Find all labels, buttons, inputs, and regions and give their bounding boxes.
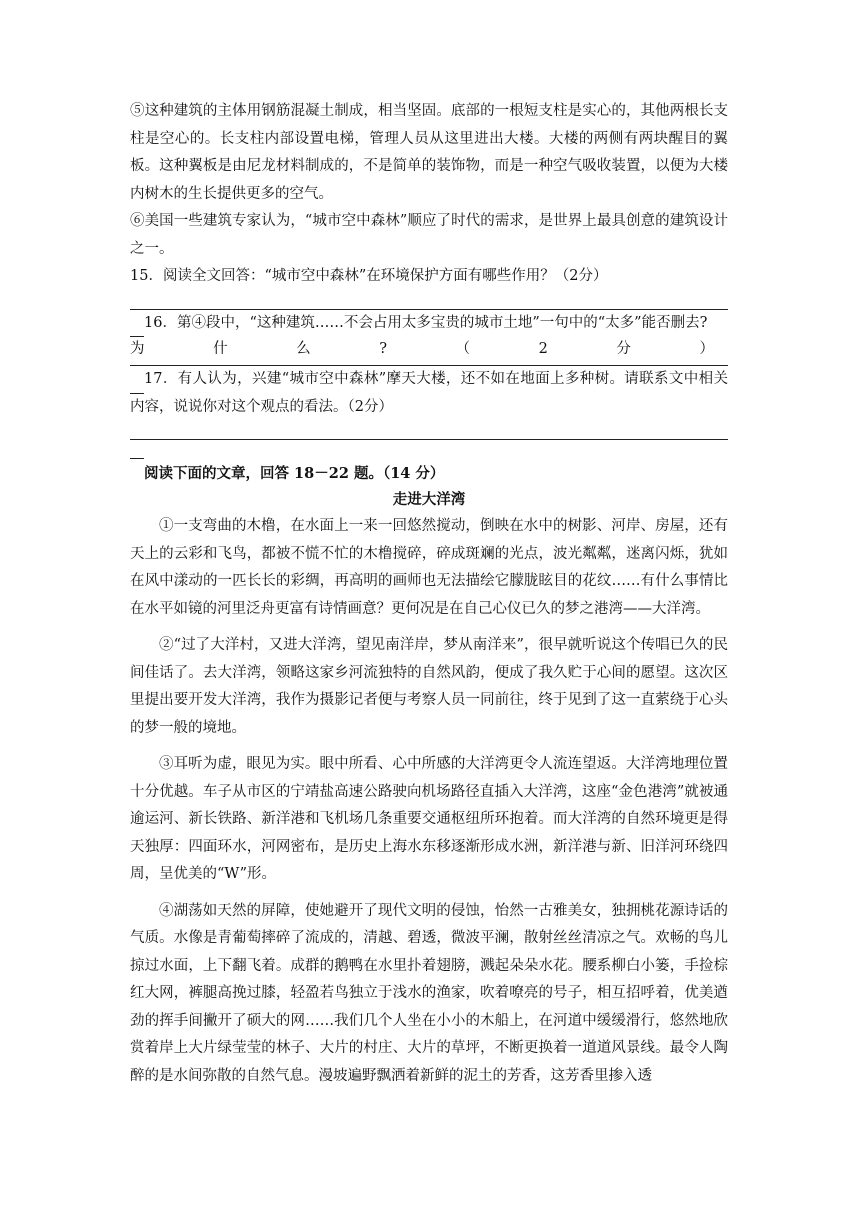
article-para-1: ①一支弯曲的木橹，在水面上一来一回悠然搅动，倒映在水中的树影、河岸、房屋，还有天上的云彩和飞鸟，都被不慌不忙的木橹搅碎，碎成斑斓的光点，波光粼粼，迷离闪烁，犹如在风中漾动的一匹长长的彩绸，再高明的画师也无法描绘它朦胧眩目的花纹……有什么事情比在水平如镜的河里泛舟更富有诗情画意？更何况是在自己心仪已久的梦之港湾——大洋湾。 xyxy=(130,518,728,617)
answer-line-17[interactable] xyxy=(130,421,728,440)
question-15: 15．阅读全文回答：“城市空中森林”在环境保护方面有哪些作用？（2分） xyxy=(130,268,608,284)
q16-char: 为 xyxy=(130,341,145,357)
answer-line-stub xyxy=(130,322,144,337)
q16-char: 2 xyxy=(538,341,548,357)
q16-char: ） xyxy=(699,341,714,357)
answer-line-15[interactable] xyxy=(130,291,728,310)
answer-line-stub xyxy=(130,379,144,394)
section-heading: 阅读下面的文章，回答 18－22 题。（14 分） xyxy=(144,465,445,482)
article-title: 走进大洋湾 xyxy=(392,491,466,508)
question-17-text: 17．有人认为，兴建“城市空中森林”摩天大楼，还不如在地面上多种树。请联系文中相关内容，说说你对这个观点的看法。（2分） xyxy=(130,371,728,415)
passage1-para6: ⑥美国一些建筑专家认为，“城市空中森林”顺应了时代的需求，是世界上最具创意的建筑设计之一。 xyxy=(130,213,728,257)
q16-char: 么 xyxy=(296,341,311,357)
article-para-2: ②“过了大洋村，又进大洋湾，望见南洋岸，梦从南洋来”，很早就听说这个传唱已久的民间佳话了。去大洋湾，领略这家乡河流独特的自然风韵，便成了我久贮于心间的愿望。这次区里提出要开发大洋湾，我作为摄影记者便与考察人员一同前往，终于见到了这一直萦绕于心头的梦一般的境地。 xyxy=(130,637,728,736)
question-17 xyxy=(130,366,728,421)
q16-char: 什 xyxy=(213,341,228,357)
passage1-para5: ⑤这种建筑的主体用钢筋混凝土制成，相当坚固。底部的一根短支柱是实心的，其他两根长支柱是空心的。长支柱内部设置电梯，管理人员从这里进出大楼。大楼的两侧有两块醒目的翼板。这种翼板是由尼龙材料制成的，不是简单的装饰物，而是一种空气吸收装置，以便为大楼内树木的生长提供更多的空气。 xyxy=(130,103,728,202)
question-16 xyxy=(130,310,728,338)
q16-char: 分 xyxy=(616,341,631,357)
answer-line-17-tail xyxy=(130,440,144,459)
question-16-spread-line xyxy=(130,337,728,361)
question-16-text: 16．第④段中，“这种建筑……不会占用太多宝贵的城市土地”一句中的“太多”能否删去? xyxy=(144,314,708,331)
document-page xyxy=(130,98,728,1090)
article-para-4: ④湖荡如天然的屏障，使她避开了现代文明的侵蚀，怡然一古雅美女，独拥桃花源诗话的气质。水像是青葡萄摔碎了流成的，清越、碧透，微波平澜，散射丝丝清凉之气。欢畅的鸟儿掠过水面，上下翻飞着。成群的鹅鸭在水里扑着翅膀，溅起朵朵水花。腰系柳白小篓，手捡棕红大网，裤腿高挽过膝，轻盈若鸟独立于浅水的渔家，吹着嘹亮的号子，相互招呼着，优美遒劲的挥手间撇开了硕大的网……我们几个人坐在小小的木船上，在河道中缓缓滑行，悠然地欣赏着岸上大片绿莹莹的林子、大片的村庄、大片的草坪，不断更换着一道道风景线。最令人陶醉的是水间弥散的自然气息。漫坡遍野飘洒着新鲜的泥土的芳香，这芳香里掺入透 xyxy=(130,902,728,1084)
article-para-3: ③耳听为虚，眼见为实。眼中所看、心中所感的大洋湾更令人流连望返。大洋湾地理位置十分优越。车子从市区的宁靖盐高速公路驶向机场路径直插入大洋湾，这座“金色港湾”就被通逾运河、新长铁路、新洋港和飞机场几条重要交通枢纽所环抱着。而大洋湾的自然环境更是得天独厚：四面环水，河网密布，是历史上海水东移逐渐形成水洲，新洋港与新、旧洋河环绕四周，呈优美的“W”形。 xyxy=(130,756,728,882)
q16-char: ? xyxy=(379,341,387,357)
q16-char: （ xyxy=(455,341,471,357)
